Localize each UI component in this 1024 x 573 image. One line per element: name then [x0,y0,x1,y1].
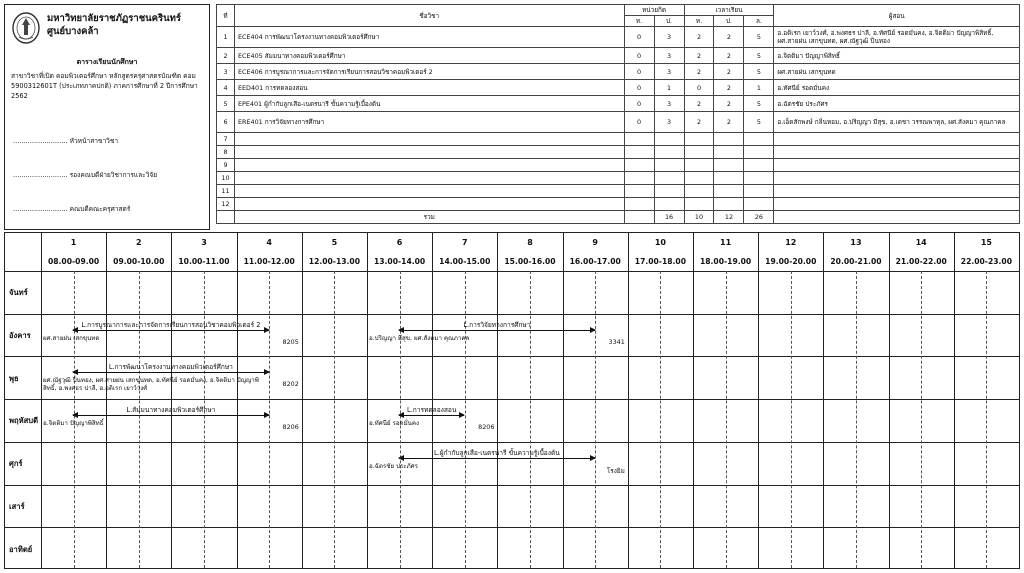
grid-day-divider [5,356,1019,357]
course-hours-theory [684,146,714,159]
slot-time: 17.00-18.00 [634,257,686,266]
grid-half-slot-line [595,271,596,568]
course-subject: ECE405 สัมมนาทางคอมพิวเตอร์ศึกษา [234,48,624,64]
course-subject [234,133,624,146]
course-credit-practice [654,172,684,185]
slot-number: 7 [461,238,468,247]
slot-number: 10 [654,238,666,247]
slot-number: 9 [592,238,598,247]
day-label: พุธ [9,373,19,383]
class-entry-title: L.การพัฒนาโครงงานทางคอมพิวเตอร์ศึกษา [108,363,233,372]
slot-time: 21.00-22.00 [895,257,947,266]
course-subject [234,185,624,198]
class-entry-teacher: อ.ฉัตรชัย ประภัศร [369,462,418,470]
course-instructor [774,159,1020,172]
course-instructor [774,146,1020,159]
course-credit-practice: 3 [654,96,684,112]
course-instructor: อ.เอ็ดสักพงษ์ กลิ่นหอม, อ.ปริญญา มีสุข, อ.เดชา วรรณพาหุล, ผศ.สังคมา คุณภาคล [774,112,1020,133]
course-instructor [774,185,1020,198]
course-credit-theory [624,172,654,185]
course-hours-practice: 2 [714,112,744,133]
course-no: 12 [217,198,235,211]
day-label: ศุกร์ [9,459,23,469]
course-hours-practice: 2 [714,96,744,112]
grid-slot-line [367,271,368,568]
class-entry-teacher: อ.ทัศนีย์ รอดมั่นคง [369,420,420,428]
header-hours-self: ล. [744,16,774,27]
day-label: เสาร์ [9,501,25,511]
slot-time: 09.00-10.00 [113,257,165,266]
course-no: 11 [217,185,235,198]
signature-dots: .......................... [13,205,68,213]
schedule-title: ตารางเรียนนักศึกษา [76,58,138,66]
grid-slot-line [889,271,890,568]
course-credit-practice [654,185,684,198]
course-credit-theory [624,146,654,159]
day-label: อาทิตย์ [9,544,33,554]
university-name-line2: ศูนย์บางคล้า [47,26,99,37]
slot-time: 22.00-23.00 [960,257,1012,266]
course-instructor: อ.ทัศนีย์ รอดมั่นคง [774,80,1020,96]
course-hours-self [744,159,774,172]
signature-line [13,169,157,180]
slot-time: 13.00-14.00 [373,257,426,266]
course-instructor: อ.ฉัตรชัย ประภัศร [774,96,1020,112]
header-no: ที่ [217,5,235,27]
total-hours-theory: 10 [684,211,714,224]
class-entry-teacher: อ.จิตติมา ปัญญาพิสิทธิ์ [43,420,104,428]
course-hours-practice: 2 [714,48,744,64]
course-no: 10 [217,172,235,185]
signature-label: หัวหน้าสาขาวิชา [69,137,119,145]
course-no: 7 [217,133,235,146]
course-instructor [774,133,1020,146]
slot-number: 15 [980,238,992,247]
course-row [217,27,1020,48]
class-entry-title: L.การทดลองสอน [407,406,457,415]
course-hours-self: 5 [744,96,774,112]
header-hours-theory: ท. [684,16,714,27]
course-hours-self: 5 [744,48,774,64]
course-credit-theory [624,133,654,146]
day-label: พฤหัสบดี [9,416,38,426]
course-credit-practice [654,146,684,159]
signature-label: คณบดีคณะครุศาสตร์ [69,205,131,213]
grid-day-divider [5,442,1019,443]
course-row [217,80,1020,96]
grid-half-slot-line [726,271,727,568]
class-duration-arrow [399,415,464,416]
course-credit-theory [624,198,654,211]
university-name [47,12,181,38]
grid-day-divider [5,527,1019,528]
course-hours-practice: 2 [714,64,744,80]
slot-number: 11 [720,238,732,247]
course-hours-self: 5 [744,112,774,133]
course-hours-theory: 2 [684,64,714,80]
grid-slot-line [563,271,564,568]
course-credit-theory: 0 [624,64,654,80]
class-duration-arrow [73,330,269,331]
grid-half-slot-line [465,271,466,568]
course-hours-self [744,172,774,185]
course-instructor [774,198,1020,211]
grid-slot-line [497,271,498,568]
course-credit-practice: 3 [654,64,684,80]
course-subject: ERE401 การวิจัยทางการศึกษา [234,112,624,133]
grid-half-slot-line [986,271,987,568]
course-hours-theory [684,159,714,172]
course-row [217,185,1020,198]
slot-time: 20.00-21.00 [830,257,882,266]
header-credit-theory: ท. [624,16,654,27]
course-row [217,159,1020,172]
course-credit-practice: 3 [654,27,684,48]
course-no: 8 [217,146,235,159]
course-hours-practice [714,198,744,211]
slot-time: 16.00-17.00 [569,257,621,266]
class-entry-teacher: ผศ.ณัฐวุฒิ ปิ่นทอง, ผศ.สายฝน เสกขุนทด, อ.ทัศนีย์ รอดมั่นคง, อ.จิตติมา ปัญญาพิสิทธิ์, อ.พงศธร ปาลี, อ.อดิเรก เยาว์วงศ์ [43,377,259,393]
course-hours-theory [684,185,714,198]
course-credit-theory [624,159,654,172]
signature-dots: .......................... [13,171,68,179]
course-row [217,48,1020,64]
program-description: สาขาวิชาที่เปิด คอมพิวเตอร์ศึกษา หลักสูตรครุศาสตรบัณฑิต คอม 5900312601T (ประเภทภาคปกติ) ภาคการศึกษาที่ 2 ปีการศึกษา 2562 [11,72,198,100]
grid-half-slot-line [791,271,792,568]
header-credit-practice: ป. [654,16,684,27]
slot-number: 3 [201,238,207,247]
grid-half-slot-line [921,271,922,568]
grid-slot-line [954,271,955,568]
grid-day-divider [5,485,1019,486]
course-credit-theory: 0 [624,48,654,64]
course-hours-theory [684,133,714,146]
course-no: 5 [217,96,235,112]
header-instructor: ผู้สอน [774,5,1020,27]
total-hours-practice: 12 [714,211,744,224]
course-subject [234,146,624,159]
course-credit-theory: 0 [624,27,654,48]
slot-number: 1 [70,238,77,247]
course-hours-practice: 2 [714,80,744,96]
grid-day-divider [5,399,1019,400]
course-row [217,198,1020,211]
course-credit-practice: 3 [654,48,684,64]
grid-slot-line [628,271,629,568]
total-label: รวม [234,211,624,224]
grid-slot-line [823,271,824,568]
course-credit-theory [624,185,654,198]
course-hours-practice [714,146,744,159]
course-hours-theory: 2 [684,27,714,48]
total-credits-practice: 16 [654,211,684,224]
course-subject [234,159,624,172]
class-entry-room: 8206 [478,423,495,432]
course-credit-practice [654,159,684,172]
course-credit-practice: 1 [654,80,684,96]
course-subject [234,172,624,185]
grid-half-slot-line [660,271,661,568]
class-duration-arrow [399,330,595,331]
slot-time: 12.00-13.00 [308,257,360,266]
course-row [217,112,1020,133]
course-hours-theory [684,172,714,185]
course-hours-self [744,185,774,198]
course-row [217,172,1020,185]
course-hours-self [744,133,774,146]
grid-day-column-divider [41,233,42,568]
course-row [217,133,1020,146]
class-entry-title: L.การวิจัยทางการศึกษา [463,320,531,329]
course-table [216,4,1020,224]
class-entry-title: L.สัมมนาทางคอมพิวเตอร์ศึกษา [126,406,216,415]
course-subject [234,198,624,211]
header-info-panel [4,4,210,230]
grid-half-slot-line [269,271,270,568]
course-subject: ECE404 การพัฒนาโครงงานทางคอมพิวเตอร์ศึกษา [234,27,624,48]
header-credits: หน่วยกิต [624,5,684,16]
class-entry-room: 8205 [282,337,299,346]
class-entry-teacher: ผศ.สายฝน เสกขุนทด [43,334,100,342]
course-hours-practice [714,185,744,198]
course-credit-practice [654,133,684,146]
course-no: 6 [217,112,235,133]
slot-time: 18.00-19.00 [699,257,752,266]
day-label: อังคาร [9,331,31,341]
course-instructor: อ.อดิเรก เยาว์วงศ์, อ.พงศธร ปาลี, อ.ทัศนีย์ รอดมั่นคง, อ.จิตติมา ปัญญาพิสิทธิ์, ผศ.สายฝน เสกขุนทด, ผศ.ณัฐวุฒิ ปิ่นทอง [774,27,1020,48]
course-credit-practice: 3 [654,112,684,133]
course-hours-self: 5 [744,64,774,80]
slot-number: 4 [266,238,272,247]
slot-number: 8 [527,238,533,247]
course-no: 1 [217,27,235,48]
class-entry-room: 3341 [608,337,625,346]
course-instructor: ผศ.สายฝน เสกขุนทด [774,64,1020,80]
slot-time: 15.00-16.00 [504,257,556,266]
grid-slot-line [302,271,303,568]
grid-half-slot-line [334,271,335,568]
signature-line [13,203,130,214]
grid-header-divider [5,271,1019,272]
course-no: 9 [217,159,235,172]
signature-line [13,135,118,146]
course-hours-self: 5 [744,27,774,48]
slot-time: 19.00-20.00 [765,257,817,266]
course-subject: ECE406 การบูรณาการและการจัดการเรียนการสอนวิชาคอมพิวเตอร์ 2 [234,64,624,80]
grid-slot-line [758,271,759,568]
slot-number: 12 [785,238,797,247]
course-no: 2 [217,48,235,64]
course-hours-practice [714,133,744,146]
course-hours-self [744,146,774,159]
course-hours-theory [684,198,714,211]
slot-time: 10.00-11.00 [178,257,230,266]
class-duration-arrow [73,372,269,373]
class-duration-arrow [73,415,269,416]
course-row [217,96,1020,112]
course-row [217,64,1020,80]
class-entry-room: 8202 [282,380,299,389]
header-subject: ชื่อวิชา [234,5,624,27]
class-entry-title: L.การบูรณาการและการจัดการเรียนการสอนวิชาคอมพิวเตอร์ 2 [81,320,261,329]
class-entry-room: 8206 [282,423,299,432]
slot-number: 2 [135,238,142,247]
course-instructor: อ.จิตติมา ปัญญาพิสิทธิ์ [774,48,1020,64]
grid-half-slot-line [530,271,531,568]
course-subject: EPE401 ผู้กำกับลูกเสือ-เนตรนารี ขั้นความรู้เบื้องต้น [234,96,624,112]
course-hours-theory: 0 [684,80,714,96]
signature-dots: .......................... [13,137,68,145]
weekly-timetable-grid [4,232,1020,569]
course-credit-theory: 0 [624,112,654,133]
grid-day-divider [5,314,1019,315]
university-name-line1: มหาวิทยาลัยราชภัฏราชนครินทร์ [47,13,181,24]
slot-number: 13 [850,238,862,247]
grid-slot-line [693,271,694,568]
grid-half-slot-line [856,271,857,568]
course-hours-practice [714,172,744,185]
slot-time: 08.00-09.00 [47,257,100,266]
class-entry-room: โรงยิม [606,466,625,475]
course-credit-theory: 0 [624,80,654,96]
course-hours-practice [714,159,744,172]
header-hours-practice: ป. [714,16,744,27]
class-entry-title: L.ผู้กำกับลูกเสือ-เนตรนารี ขั้นความรู้เบื้องต้น [434,448,560,457]
class-entry-teacher: อ.ปริญญา มีสุข, ผศ.สังคมา คุณภาคล [369,334,470,342]
course-credit-theory: 0 [624,96,654,112]
course-no: 4 [217,80,235,96]
slot-time: 11.00-12.00 [243,257,295,266]
course-hours-theory: 2 [684,48,714,64]
course-credit-practice [654,198,684,211]
course-hours-theory: 2 [684,112,714,133]
university-seal-icon [11,11,41,45]
course-hours-theory: 2 [684,96,714,112]
course-hours-self [744,198,774,211]
course-instructor [774,172,1020,185]
slot-number: 14 [915,238,927,247]
header-hours: เวลาเรียน [684,5,774,16]
slot-number: 6 [396,238,403,247]
day-label: จันทร์ [9,288,28,298]
course-hours-self: 1 [744,80,774,96]
course-hours-practice: 2 [714,27,744,48]
slot-time: 14.00-15.00 [439,257,491,266]
course-no: 3 [217,64,235,80]
class-duration-arrow [399,458,595,459]
course-row [217,146,1020,159]
signature-label: รองคณบดีฝ่ายวิชาการและวิจัย [69,171,158,179]
total-hours-self: 26 [744,211,774,224]
course-subject: EED401 การทดลองสอน [234,80,624,96]
slot-number: 5 [331,238,338,247]
